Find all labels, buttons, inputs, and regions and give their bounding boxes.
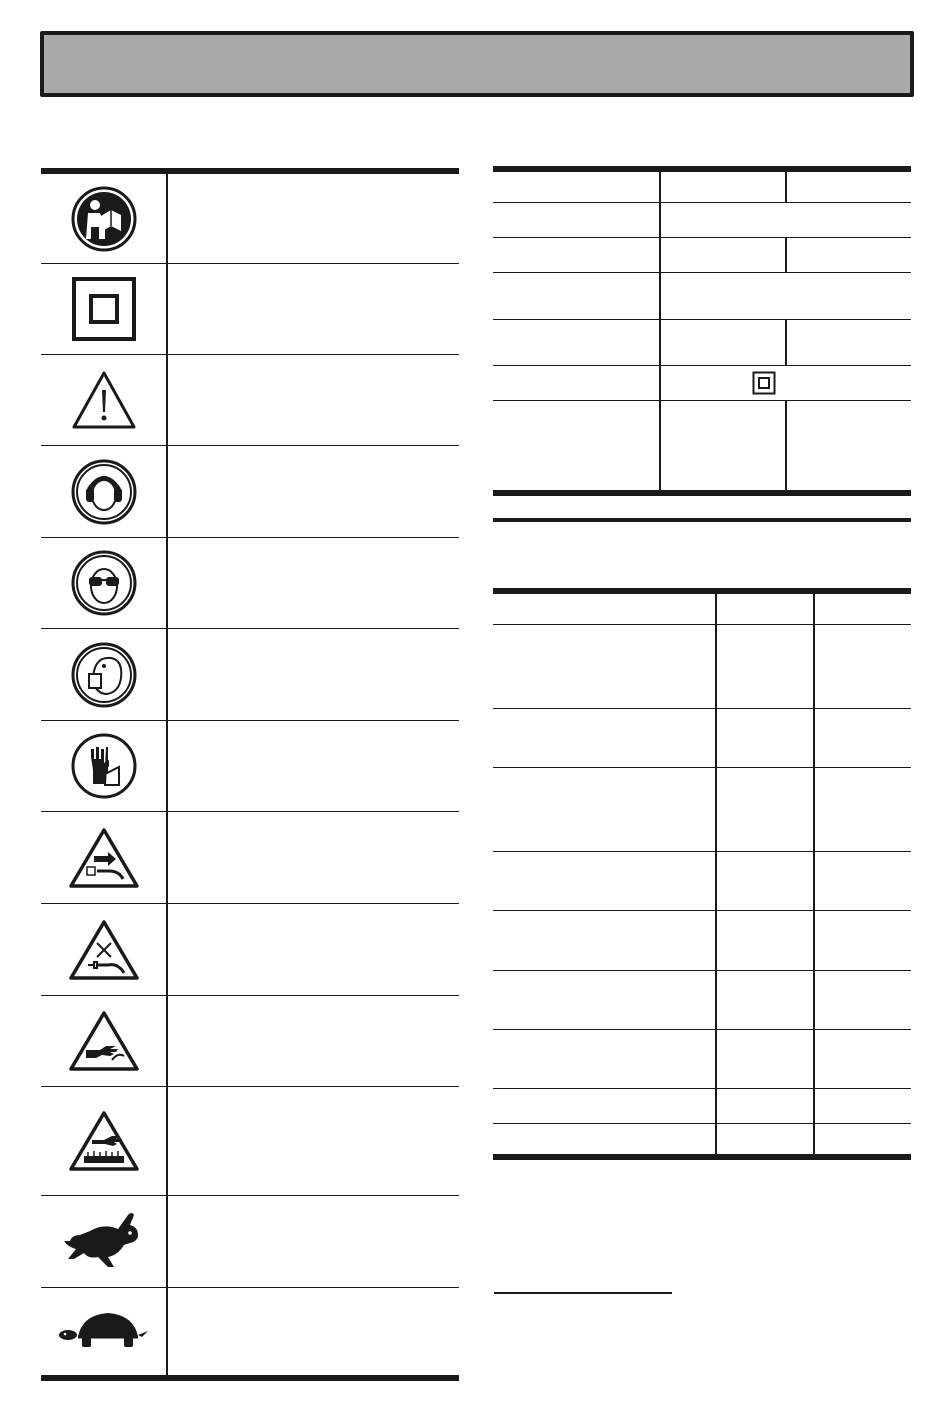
- cell-value: [815, 768, 911, 851]
- slow-speed-turtle-icon: [56, 1307, 152, 1357]
- row-label: [493, 238, 659, 272]
- row-label: [493, 971, 715, 1029]
- symbol-icon-cell: [41, 355, 168, 445]
- eye-protection-icon: [71, 550, 137, 616]
- cell-value: [717, 1030, 813, 1088]
- row-label: [493, 625, 715, 708]
- symbol-row: [41, 355, 459, 446]
- table-row: [493, 709, 911, 768]
- symbol-row: [41, 1288, 459, 1375]
- symbol-icon-cell: [41, 721, 168, 811]
- row-label: [493, 273, 659, 319]
- cell-value: [815, 911, 911, 970]
- table-row: [493, 625, 911, 709]
- fast-speed-rabbit-icon: [64, 1207, 144, 1277]
- row-label: [493, 366, 659, 400]
- symbol-row: [41, 1196, 459, 1288]
- symbol-table: [41, 168, 459, 1381]
- table-bottom-rule: [41, 1375, 459, 1381]
- cell-value: [717, 768, 813, 851]
- spec-table: [493, 166, 911, 496]
- cell-value: [717, 1124, 813, 1154]
- table-row: [493, 320, 911, 366]
- cell-value: [787, 238, 911, 272]
- symbol-icon-cell: [41, 904, 168, 995]
- symbol-row: [41, 538, 459, 629]
- row-label: [493, 203, 659, 237]
- cell-value: [815, 1030, 911, 1088]
- rotating-blades-icon: [68, 1110, 140, 1172]
- table-row: [493, 971, 911, 1030]
- unplug-cable-icon: [68, 827, 140, 889]
- cell-value: [717, 971, 813, 1029]
- table-row: [493, 1030, 911, 1089]
- cell-value: [661, 238, 785, 272]
- cell-value: [815, 709, 911, 767]
- table-row: [493, 238, 911, 273]
- read-manual-icon: [71, 186, 137, 252]
- cell-value: [717, 1089, 813, 1123]
- symbol-icon-cell: [41, 264, 168, 354]
- cell-value: [661, 320, 785, 365]
- cell-value: [787, 401, 911, 490]
- table-row: [493, 594, 911, 625]
- cell-value: [815, 594, 911, 624]
- row-label: [493, 401, 659, 490]
- section-header-bar: [40, 31, 914, 97]
- cell-value: [815, 1089, 911, 1123]
- cell-value: [661, 172, 785, 202]
- symbol-row: [41, 904, 459, 996]
- table-row: [493, 203, 911, 238]
- row-label: [493, 594, 715, 624]
- symbol-row: [41, 264, 459, 355]
- row-label: [493, 852, 715, 910]
- table-row: [493, 366, 911, 401]
- double-insulation-icon: [752, 371, 776, 395]
- table-row: [493, 1124, 911, 1154]
- table-row: [493, 852, 911, 911]
- cell-value-merged: [661, 273, 911, 319]
- symbol-row: [41, 996, 459, 1087]
- cell-value: [717, 709, 813, 767]
- symbol-icon-cell: [41, 1087, 168, 1195]
- symbol-icon-cell: [41, 446, 168, 537]
- table-row: [493, 401, 911, 490]
- cell-value: [815, 852, 911, 910]
- symbol-row: [41, 1087, 459, 1196]
- gloves-icon: [71, 733, 137, 799]
- symbol-row: [41, 174, 459, 264]
- symbol-icon-cell: [41, 538, 168, 628]
- row-label: [493, 320, 659, 365]
- double-insulation-icon: [71, 276, 137, 342]
- cell-value: [815, 625, 911, 708]
- table-row: [493, 273, 911, 320]
- row-label: [493, 1089, 715, 1123]
- cell-icon: [661, 366, 911, 400]
- symbol-icon-cell: [41, 1196, 168, 1287]
- table-bottom-rule: [493, 1154, 911, 1160]
- symbol-row: [41, 446, 459, 538]
- row-label: [493, 172, 659, 202]
- symbol-icon-cell: [41, 812, 168, 903]
- symbol-icon-cell: [41, 174, 168, 263]
- symbol-row: [41, 629, 459, 721]
- cell-value: [787, 320, 911, 365]
- cell-value: [717, 911, 813, 970]
- table-row: [493, 172, 911, 203]
- symbol-row: [41, 721, 459, 812]
- table-row: [493, 768, 911, 852]
- table-row: [493, 911, 911, 971]
- symbol-row: [41, 812, 459, 904]
- cell-value: [787, 172, 911, 202]
- row-label: [493, 1030, 715, 1088]
- ear-protection-icon: [71, 459, 137, 525]
- hand-hazard-icon: [68, 1010, 140, 1072]
- cell-value: [717, 852, 813, 910]
- row-label: [493, 768, 715, 851]
- dust-mask-icon: [71, 642, 137, 708]
- table-bottom-rule: [493, 490, 911, 496]
- table-row: [493, 1089, 911, 1124]
- row-label: [493, 1124, 715, 1154]
- cell-value-merged: [661, 203, 911, 237]
- cell-value: [815, 971, 911, 1029]
- symbol-icon-cell: [41, 1288, 168, 1375]
- symbol-icon-cell: [41, 629, 168, 720]
- cell-value: [717, 625, 813, 708]
- symbol-icon-cell: [41, 996, 168, 1086]
- row-label: [493, 911, 715, 970]
- cell-value: [717, 594, 813, 624]
- cell-value: [815, 1124, 911, 1154]
- footnote-rule: [494, 1292, 672, 1294]
- section-divider: [493, 518, 911, 522]
- row-label: [493, 709, 715, 767]
- warning-triangle-icon: [71, 370, 137, 430]
- noise-vibration-table: [493, 588, 911, 1160]
- cable-damage-icon: [68, 919, 140, 981]
- cell-value: [661, 401, 785, 490]
